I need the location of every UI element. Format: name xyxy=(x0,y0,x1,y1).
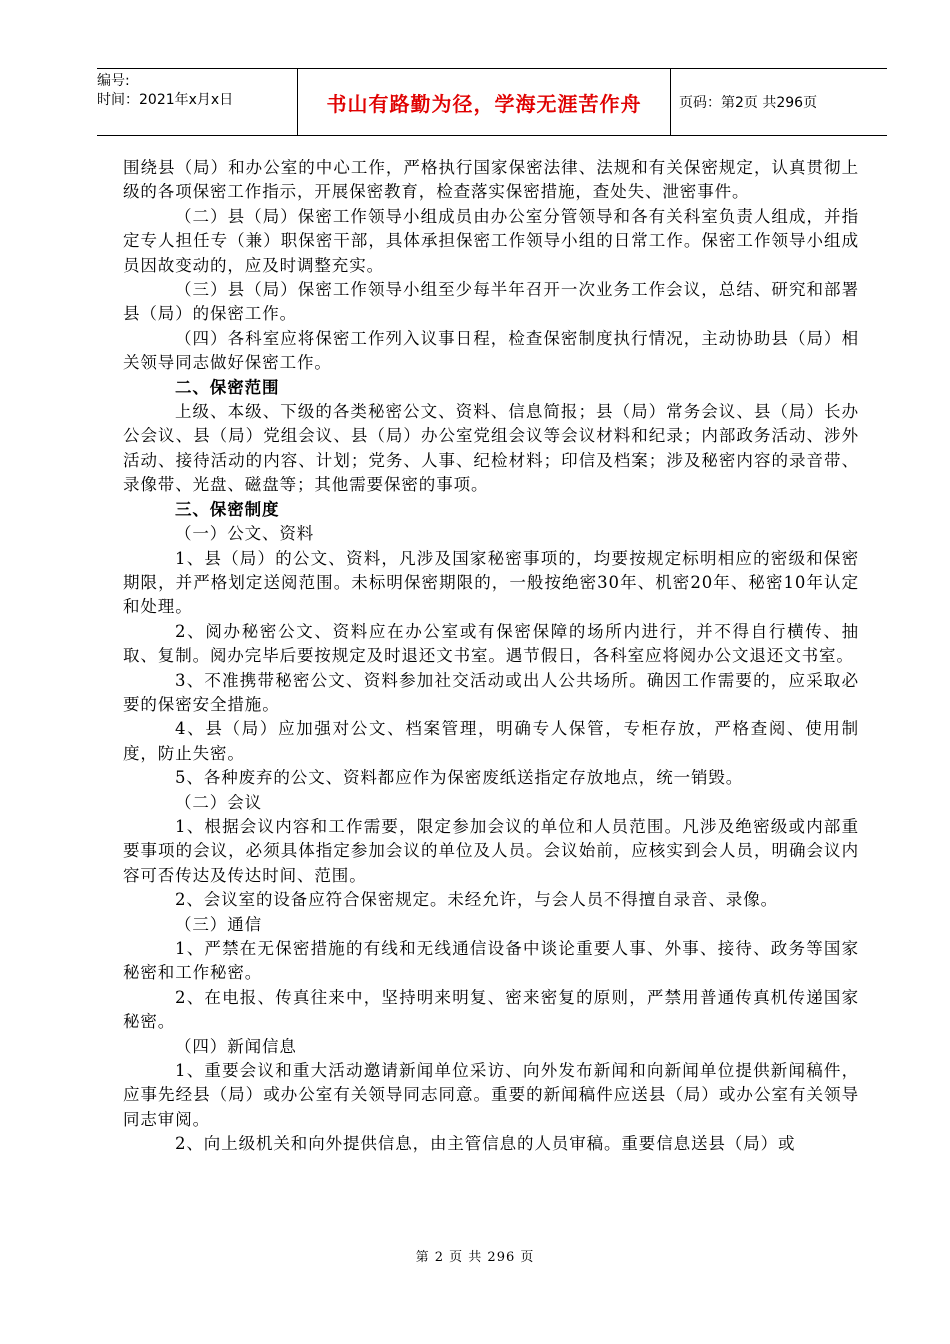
body-paragraph: （四）各科室应将保密工作列入议事日程，检查保密制度执行情况，主动协助县（局）相关领导同志做好保密工作。 xyxy=(123,328,859,373)
body-paragraph: （三）通信 xyxy=(175,914,262,934)
header-motto-cell xyxy=(298,69,671,135)
section-heading: 三、保密制度 xyxy=(175,499,280,519)
body-paragraph: 1、县（局）的公文、资料，凡涉及国家秘密事项的，均要按规定标明相应的密级和保密期限，并严格划定送阅范围。未标明保密期限的，一般按绝密30年、机密20年、秘密10年认定和处理。 xyxy=(123,548,859,617)
header-motto: 书山有路勤为径，学海无涯苦作舟 xyxy=(326,91,642,116)
body-paragraph: 2、会议室的设备应符合保密规定。未经允许，与会人员不得擅自录音、录像。 xyxy=(175,890,778,910)
body-paragraph: 上级、本级、下级的各类秘密公文、资料、信息简报；县（局）常务会议、县（局）长办公会议、县（局）党组会议、县（局）办公室党组会议等会议材料和纪录；内部政务活动、涉外活动、接待活动的内容、计划；党务、人事、纪检材料；印信及档案；涉及秘密内容的录音带、录像带、光盘、磁盘等；其他需要保密的事项。 xyxy=(123,402,859,495)
body-paragraph: 2、向上级机关和向外提供信息，由主管信息的人员审稿。重要信息送县（局）或 xyxy=(175,1134,796,1154)
body-paragraph: 围绕县（局）和办公室的中心工作，严格执行国家保密法律、法规和有关保密规定，认真贯彻上级的各项保密工作指示，开展保密教育，检查落实保密措施，查处失、泄密事件。 xyxy=(123,158,859,202)
body-paragraph: 2、在电报、传真往来中，坚持明来明复、密来密复的原则，严禁用普通传真机传递国家秘密。 xyxy=(123,987,859,1032)
page-header xyxy=(97,68,887,136)
body-paragraph: 2、阅办秘密公文、资料应在办公室或有保密保障的场所内进行，并不得自行横传、抽取、复制。阅办完毕后要按规定及时退还文书室。遇节假日，各科室应将阅办公文退还文书室。 xyxy=(123,621,859,666)
body-paragraph: （二）会议 xyxy=(175,792,262,812)
body-paragraph: 5、各种废弃的公文、资料都应作为保密废纸送指定存放地点，统一销毁。 xyxy=(175,768,744,788)
body-paragraph: 1、重要会议和重大活动邀请新闻单位采访、向外发布新闻和向新闻单位提供新闻稿件，应事先经县（局）或办公室有关领导同志同意。重要的新闻稿件应送县（局）或办公室有关领导同志审阅。 xyxy=(123,1061,859,1129)
body-paragraph: （三）县（局）保密工作领导小组至少每半年召开一次业务工作会议，总结、研究和部署县（局）的保密工作。 xyxy=(123,280,859,324)
document-body xyxy=(123,156,859,1157)
header-page-number: 页码：第2页 共296页 xyxy=(679,95,818,111)
body-paragraph: 1、严禁在无保密措施的有线和无线通信设备中谈论重要人事、外事、接待、政务等国家秘密和工作秘密。 xyxy=(123,939,859,983)
page-footer: 第 2 页 共 296 页 xyxy=(415,1250,535,1265)
section-heading: 二、保密范围 xyxy=(175,377,280,397)
body-paragraph: （四）新闻信息 xyxy=(175,1036,297,1056)
body-paragraph: （一）公文、资料 xyxy=(175,524,315,544)
body-paragraph: （二）县（局）保密工作领导小组成员由办公室分管领导和各有关科室负责人组成，并指定专人担任专（兼）职保密干部，具体承担保密工作领导小组的日常工作。保密工作领导小组成员因故变动的，应及时调整充实。 xyxy=(123,206,859,275)
header-meta xyxy=(97,69,298,135)
body-paragraph: 4、县（局）应加强对公文、档案管理，明确专人保管，专柜存放，严格查阅、使用制度，防止失密。 xyxy=(123,719,859,763)
body-paragraph: 3、不准携带秘密公文、资料参加社交活动或出人公共场所。确因工作需要的，应采取必要的保密安全措施。 xyxy=(123,670,859,714)
document-number-label: 编号: xyxy=(97,73,130,89)
document-time: 时间：2021年x月x日 xyxy=(97,92,234,108)
body-paragraph: 1、根据会议内容和工作需要，限定参加会议的单位和人员范围。凡涉及绝密级或内部重要事项的会议，必须具体指定参加会议的单位及人员。会议始前，应核实到会人员，明确会议内容可否传达及传达时间、范围。 xyxy=(123,816,859,885)
